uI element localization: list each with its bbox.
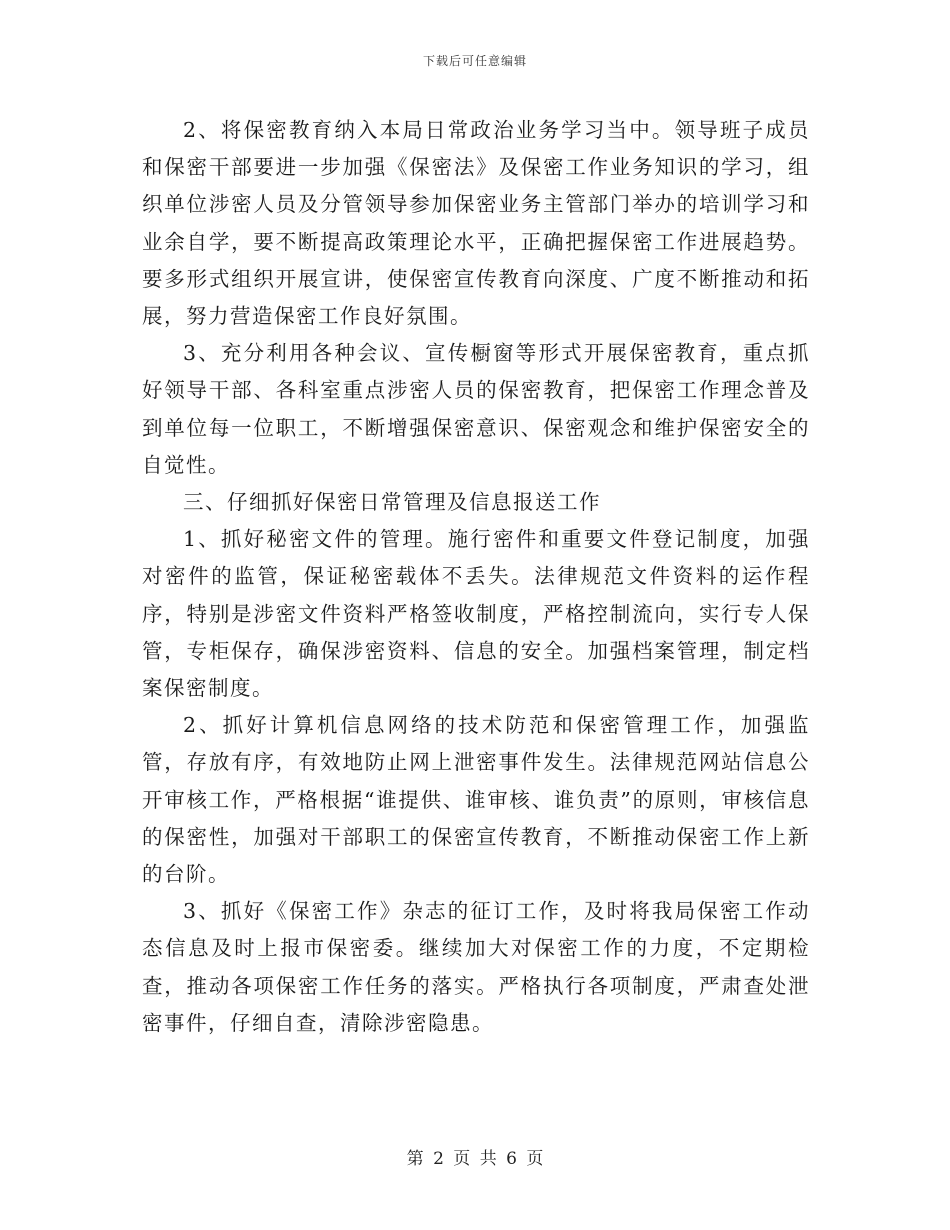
paragraph: 1、抓好秘密文件的管理。施行密件和重要文件登记制度，加强对密件的监管，保证秘密载体不丢失。法律规范文件资料的运作程序，特别是涉密文件资料严格签收制度，严格控制流向，实行专人保管，专柜保存，确保涉密资料、信息的安全。加强档案管理，制定档案保密制度。 xyxy=(142,527,810,701)
paragraph: 3、充分利用各种会议、宣传橱窗等形式开展保密教育，重点抓好领导干部、各科室重点涉密人员的保密教育，把保密工作理念普及到单位每一位职工，不断增强保密意识、保密观念和维护保密安全的自觉性。 xyxy=(142,341,810,477)
document-body xyxy=(142,112,810,1042)
paragraph: 2、将保密教育纳入本局日常政治业务学习当中。领导班子成员和保密干部要进一步加强《保密法》及保密工作业务知识的学习，组织单位涉密人员及分管领导参加保密业务主管部门举办的培训学习和业余自学，要不断提高政策理论水平，正确把握保密工作进展趋势。要多形式组织开展宣讲，使保密宣传教育向深度、广度不断推动和拓展，努力营造保密工作良好氛围。 xyxy=(142,118,810,329)
page-number: 第 2 页 共 6 页 xyxy=(406,1149,544,1169)
section-heading: 三、仔细抓好保密日常管理及信息报送工作 xyxy=(183,490,601,515)
paragraph: 2、抓好计算机信息网络的技术防范和保密管理工作，加强监管，存放有序，有效地防止网上泄密事件发生。法律规范网站信息公开审核工作，严格根据“谁提供、谁审核、谁负责”的原则，审核信息的保密性，加强对干部职工的保密宣传教育，不断推动保密工作上新的台阶。 xyxy=(142,713,810,887)
page-header: 下载后可任意编辑 xyxy=(422,54,527,68)
paragraph: 3、抓好《保密工作》杂志的征订工作，及时将我局保密工作动态信息及时上报市保密委。继续加大对保密工作的力度，不定期检查，推动各项保密工作任务的落实。严格执行各项制度，严肃查处泄密事件，仔细自查，清除涉密隐患。 xyxy=(142,899,810,1035)
